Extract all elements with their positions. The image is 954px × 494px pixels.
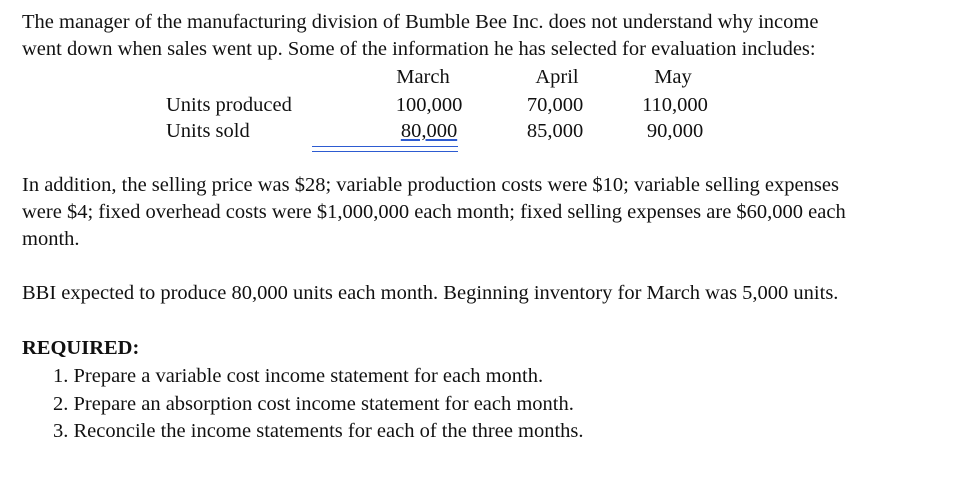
intro-paragraph xyxy=(22,9,942,63)
addition-paragraph xyxy=(22,172,942,253)
row-label-units-sold: Units sold xyxy=(166,120,250,142)
required-item-2: 2. Prepare an absorption cost income statement for each month. xyxy=(53,392,574,415)
units-produced-april: 70,000 xyxy=(526,94,584,116)
units-table xyxy=(0,64,954,149)
addition-line-2: were $4; fixed overhead costs were $1,000,000 each month; fixed selling expenses are $60,000 each xyxy=(22,201,846,223)
header-april: April xyxy=(535,66,579,88)
bbi-paragraph xyxy=(22,280,942,307)
units-produced-may: 110,000 xyxy=(642,94,708,116)
required-item-3: 3. Reconcile the income statements for each of the three months. xyxy=(53,420,584,442)
units-sold-may: 90,000 xyxy=(646,120,704,142)
intro-line-2: went down when sales went up. Some of the information he has selected for evaluation includes: xyxy=(22,38,816,60)
header-may: May xyxy=(654,66,692,88)
required-item-1: 1. Prepare a variable cost income statement for each month. xyxy=(53,365,544,387)
double-underline-rule xyxy=(312,146,458,152)
units-sold-march: 80,000 xyxy=(400,120,458,142)
bbi-line: BBI expected to produce 80,000 units each month. Beginning inventory for March was 5,000 units. xyxy=(22,282,839,304)
units-sold-april: 85,000 xyxy=(526,120,584,142)
addition-line-3: month. xyxy=(22,228,80,250)
required-list xyxy=(53,363,584,446)
units-produced-march: 100,000 xyxy=(395,94,463,116)
row-label-units-produced: Units produced xyxy=(166,94,292,116)
required-heading: REQUIRED: xyxy=(22,337,140,359)
intro-line-1: The manager of the manufacturing division of Bumble Bee Inc. does not understand why income xyxy=(22,11,819,33)
header-march: March xyxy=(396,66,450,88)
addition-line-1: In addition, the selling price was $28; variable production costs were $10; variable selling expenses xyxy=(22,174,839,196)
